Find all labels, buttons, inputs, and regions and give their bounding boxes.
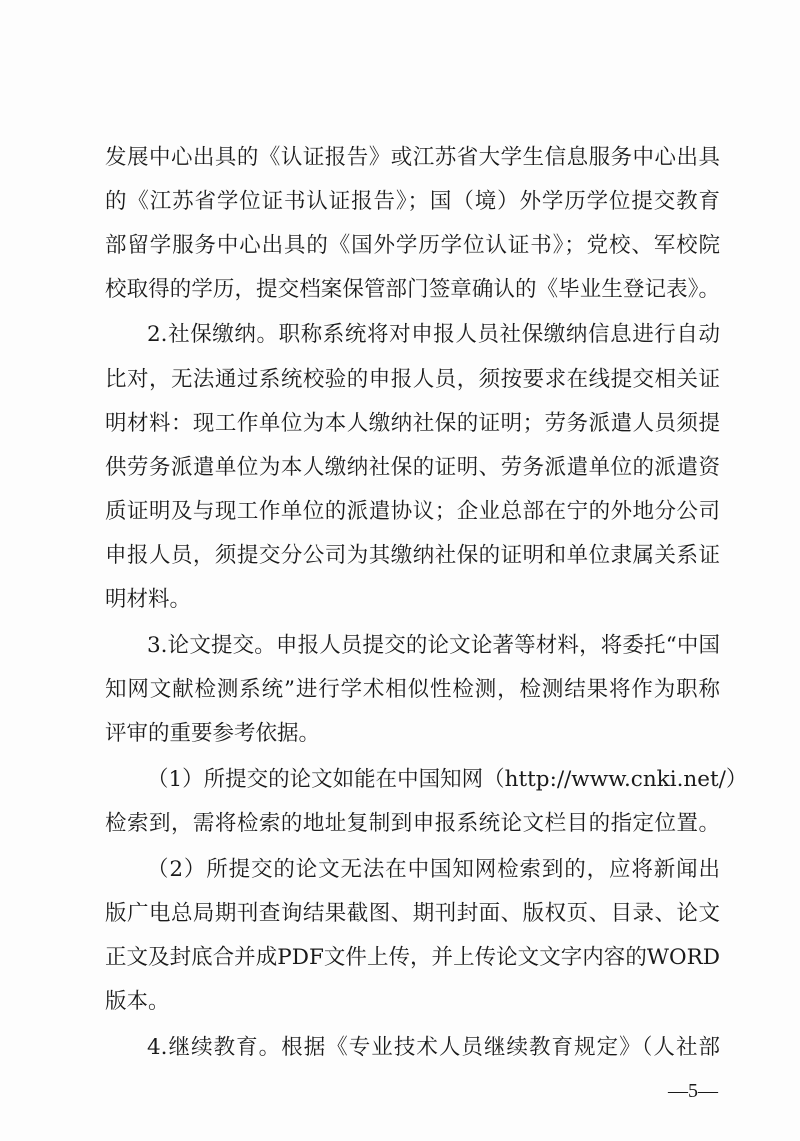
text-line-16: 检索到，需将检索的地址复制到申报系统论文栏目的指定位置。: [105, 811, 720, 836]
text-line-7: 明材料：现工作单位为本人缴纳社保的证明；劳务派遣人员须提: [105, 411, 720, 436]
paragraph-thesis-item-2: （2）所提交的论文无法在中国知网检索到的，应将新闻出: [147, 857, 720, 882]
page-number: —5—: [668, 1080, 718, 1102]
text-line-9: 质证明及与现工作单位的派遣协议；企业总部在宁的外地分公司: [105, 499, 720, 524]
text-line-14: 评审的重要参考依据。: [105, 721, 321, 746]
text-line-13: 知网文献检测系统”进行学术相似性检测，检测结果将作为职称: [105, 677, 720, 702]
text-line-18: 版广电总局期刊查询结果截图、期刊封面、版权页、目录、论文: [105, 901, 720, 926]
text-line-8: 供劳务派遣单位为本人缴纳社保的证明、劳务派遣单位的派遣资: [105, 455, 720, 480]
text-line-19: 正文及封底合并成PDF文件上传，并上传论文文字内容的WORD: [105, 945, 720, 970]
paragraph-thesis-item-1: （1）所提交的论文如能在中国知网（http://www.cnki.net/）: [147, 767, 748, 792]
text-line-6: 比对，无法通过系统校验的申报人员，须按要求在线提交相关证: [105, 367, 720, 392]
text-line-2: 的《江苏省学位证书认证报告》；国（境）外学历学位提交教育: [105, 189, 720, 214]
paragraph-thesis-start: 3.论文提交。申报人员提交的论文论著等材料，将委托“中国: [147, 633, 720, 658]
paragraph-social-security-start: 2.社保缴纳。职称系统将对申报人员社保缴纳信息进行自动: [147, 322, 720, 347]
text-line-10: 申报人员，须提交分公司为其缴纳社保的证明和单位隶属关系证: [105, 543, 720, 568]
text-line-4: 校取得的学历，提交档案保管部门签章确认的《毕业生登记表》。: [105, 277, 720, 302]
text-line-20: 版本。: [105, 989, 170, 1014]
text-line-3: 部留学服务中心出具的《国外学历学位认证书》；党校、军校院: [105, 233, 720, 258]
text-line-11: 明材料。: [105, 587, 192, 612]
text-line-1: 发展中心出具的《认证报告》或江苏省大学生信息服务中心出具: [105, 145, 720, 170]
paragraph-continuing-education-start: 4.继续教育。根据《专业技术人员继续教育规定》（人社部: [147, 1035, 720, 1060]
